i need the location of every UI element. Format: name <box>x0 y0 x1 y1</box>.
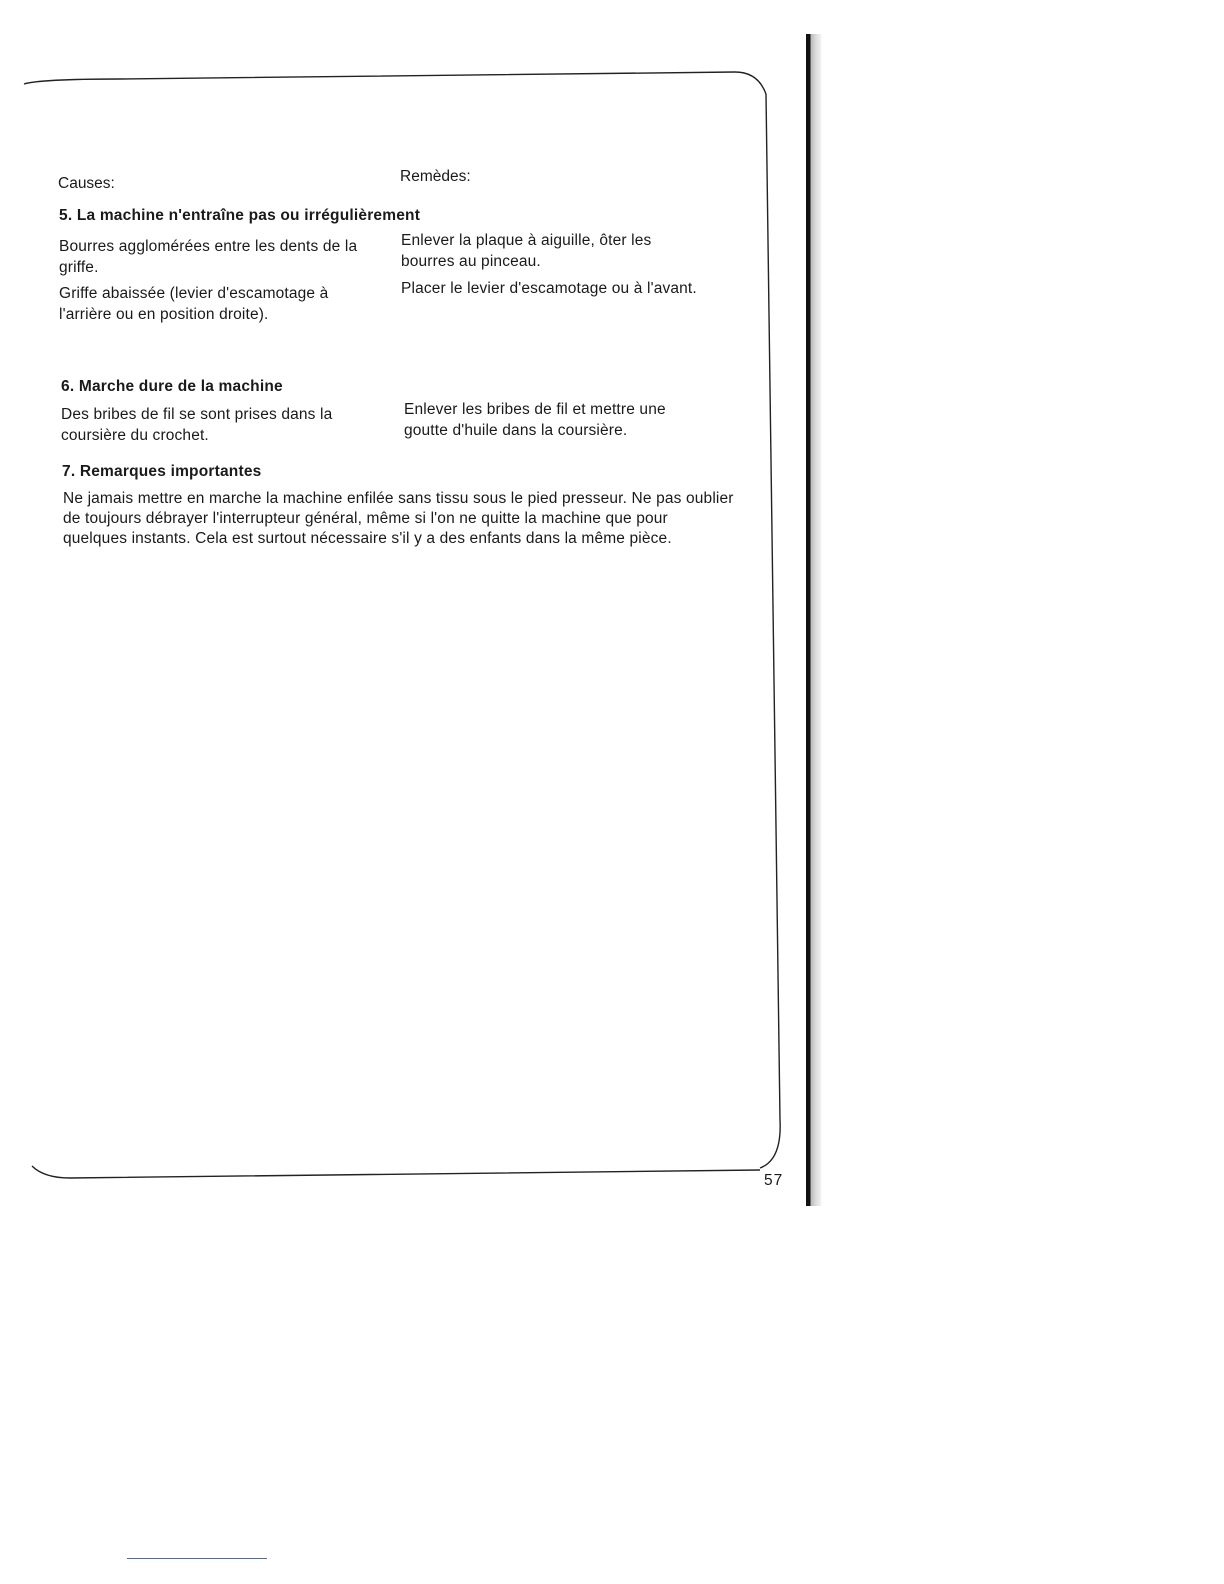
page-number: 57 <box>764 1172 784 1189</box>
remedy-6-1: Enlever les bribes de fil et mettre une goutte d'huile dans la coursière. <box>404 401 666 439</box>
section-title-7: 7. Remarques importantes <box>62 463 262 480</box>
causes-header: Causes: <box>58 175 115 192</box>
cause-6-1: Des bribes de fil se sont prises dans la coursière du crochet. <box>61 406 333 444</box>
top-frame-line <box>24 72 766 94</box>
remedies-header: Remèdes: <box>400 168 471 185</box>
cause-5-2: Griffe abaissée (levier d'escamotage à l'arrière ou en position droite). <box>59 285 329 323</box>
remedy-5-1: Enlever la plaque à aiguille, ôter les bourres au pinceau. <box>401 232 652 270</box>
cause-5-1: Bourres agglomérées entre les dents de la griffe. <box>59 238 358 276</box>
remedy-5-2: Placer le levier d'escamotage ou à l'avant. <box>401 280 697 297</box>
section-title-6: 6. Marche dure de la machine <box>61 378 283 395</box>
binding-spine <box>806 34 824 1206</box>
bottom-rule <box>127 1558 267 1559</box>
section-title-5: 5. La machine n'entraîne pas ou irrégulièrement <box>59 207 421 224</box>
bottom-frame-line <box>32 1166 760 1178</box>
important-notes-paragraph: Ne jamais mettre en marche la machine enfilée sans tissu sous le pied presseur. Ne pas oublier de toujours débrayer l'interrupteur général, même si l'on ne quitte la machine que pour quelques instants. Cela est surtout nécessaire s'il y a des enfants dans la même pièce. <box>63 490 734 547</box>
right-frame-line <box>760 94 780 1168</box>
